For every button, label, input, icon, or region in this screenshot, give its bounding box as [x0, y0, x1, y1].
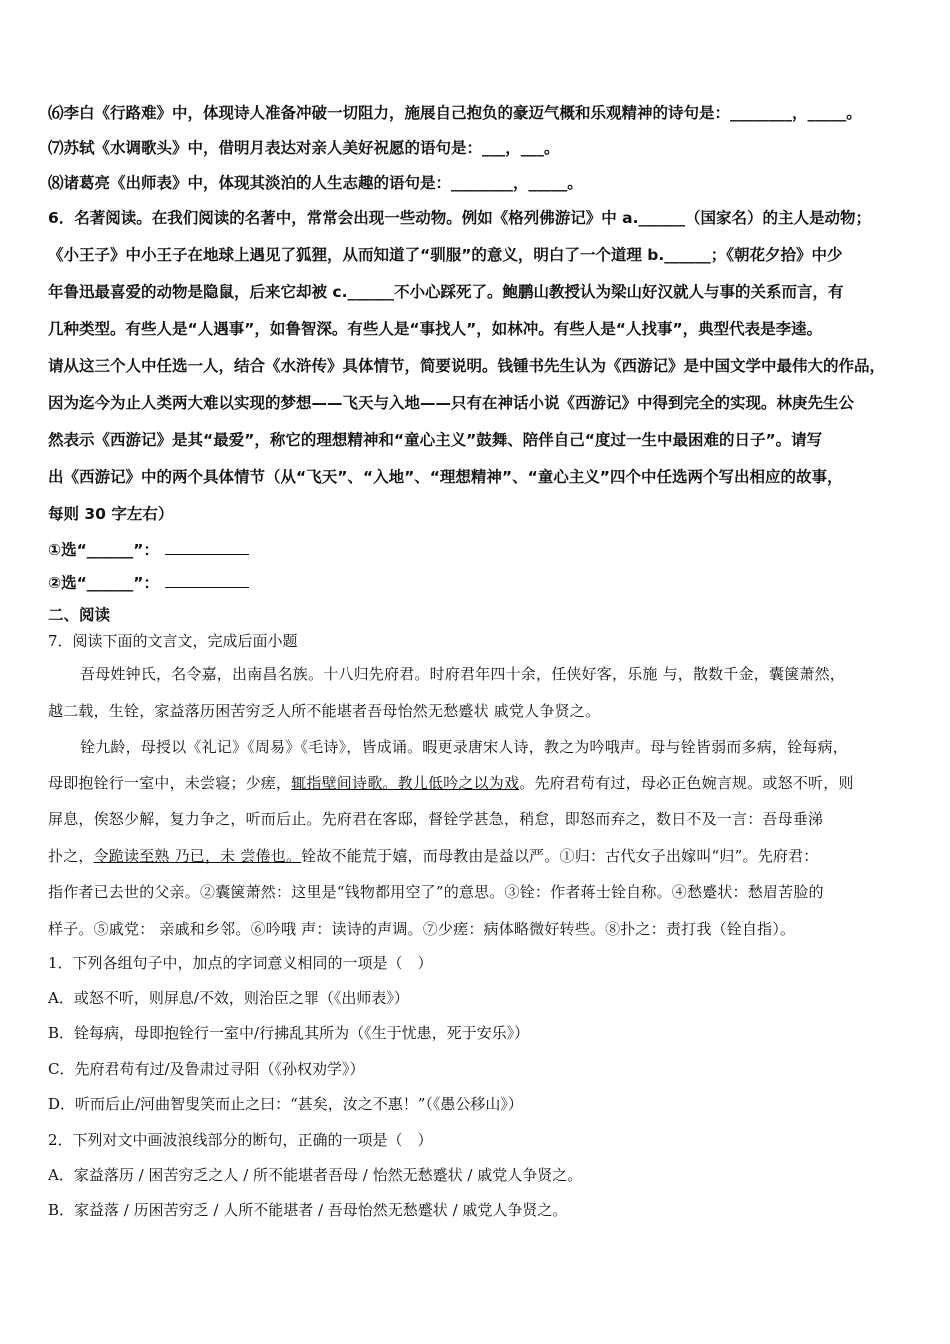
underlined-phrase: 令跪读至熟 乃已，未 尝倦也。 — [93, 847, 302, 865]
question-line: ⑺苏轼《水调歌头》中，借明月表达对亲人美好祝愿的语句是：___，___。 — [48, 139, 560, 157]
passage-text: 母即抱铨行一室中，未尝寝；少瘥， — [48, 774, 292, 792]
question-6-line: 然表示《西游记》是其“最爱”，称它的理想精神和“童心主义”鼓舞、陪伴自己“度过一生中最困难的日子”。请写 — [48, 431, 823, 449]
answer-line-2 — [48, 571, 922, 593]
passage-text: 扑之， — [48, 847, 94, 865]
answer-blank[interactable] — [165, 553, 249, 555]
answer-label: ①选“______”： — [48, 541, 159, 559]
sub-question-1: 1．下列各组句子中，加点的字词意义相同的一项是（ ） — [48, 954, 433, 972]
option-a: A．家益落历 / 困苦穷乏之人 / 所不能堪者吾母 / 怡然无愁蹙状 / 戚党人争贤之。 — [48, 1166, 583, 1184]
passage-line: 吾母姓钟氏，名令嘉，出南昌名族。十八归先府君。时府君年四十余，任侠好客，乐施 与，散数千金，囊箧萧然， — [80, 665, 845, 683]
passage-text: 铨故不能荒于嬉，而母教由是益以严。①归：古代女子出嫁叫“归”。先府君： — [301, 847, 819, 865]
question-7-title: 7．阅读下面的文言文，完成后面小题 — [48, 632, 298, 650]
question-6-line: 年鲁迅最喜爱的动物是隐鼠，后来它却被 c.______不小心踩死了。鲍鹏山教授认为梁山好汉就人与事的关系而言，有 — [48, 283, 844, 301]
footnote-line: 指作者已去世的父亲。②囊箧萧然：这里是“钱物都用空了”的意思。③铨：作者蒋士铨自称。④愁蹙状：愁眉苦脸的 — [48, 883, 824, 901]
option-a: A．或怒不听，则屏息/不效，则治臣之罪（《出师表》） — [48, 989, 409, 1007]
question-line: ⑹李白《行路难》中，体现诗人准备冲破一切阻力，施展自己抱负的豪迈气概和乐观精神的诗句是：________，_____。 — [48, 104, 862, 122]
question-line: ⑻诸葛亮《出师表》中，体现其淡泊的人生志趣的语句是：________，_____。 — [48, 174, 583, 192]
footnote-line: 样子。⑤戚党： 亲戚和乡邻。⑥吟哦 声：读诗的声调。⑦少瘥：病体略微好转些。⑧扑之：责打我（铨自指）。 — [48, 920, 796, 938]
question-6-line: 《小王子》中小王子在地球上遇见了狐狸，从而知道了“驯服”的意义，明白了一个道理 b.______；《朝花夕拾》中少 — [48, 246, 843, 264]
passage-line — [48, 845, 922, 866]
option-d: D．听而后止/河曲智叟笑而止之曰：“甚矣，汝之不惠！”（《愚公移山》） — [48, 1095, 523, 1113]
question-6-line: 请从这三个人中任选一人，结合《水浒传》具体情节，简要说明。钱锺书先生认为《西游记》是中国文学中最伟大的作品， — [48, 357, 886, 375]
question-6-line: 6．名著阅读。在我们阅读的名著中，常常会出现一些动物。例如《格列佛游记》中 a.______（国家名）的主人是动物； — [48, 209, 872, 227]
passage-line: 铨九龄，母授以《礼记》《周易》《毛诗》，皆成诵。暇更录唐宋人诗，教之为吟哦声。母与铨皆弱而多病，铨每病， — [80, 738, 848, 756]
passage-text: 。先府君苟有过，母必正色婉言规。或怒不听，则 — [519, 774, 854, 792]
answer-blank[interactable] — [165, 586, 249, 588]
passage-line — [48, 772, 922, 793]
question-6-line: 每则 30 字左右） — [48, 505, 174, 523]
passage-line: 越二载，生铨，家益落历困苦穷乏人所不能堪者吾母怡然无愁蹙状 戚党人争贤之。 — [48, 702, 601, 720]
option-b: B．铨每病，母即抱铨行一室中/行拂乱其所为（《生于忧患，死于安乐》） — [48, 1024, 530, 1042]
option-c: C．先府君苟有过/及鲁肃过寻阳（《孙权劝学》） — [48, 1060, 365, 1078]
section-heading: 二、阅读 — [48, 606, 111, 624]
question-6-line: 出《西游记》中的两个具体情节（从“飞天”、“入地”、“理想精神”、“童心主义”四个中任选两个写出相应的故事， — [48, 468, 843, 486]
sub-question-2: 2．下列对文中画波浪线部分的断句，正确的一项是（ ） — [48, 1131, 433, 1149]
option-b: B．家益落 / 历困苦穷乏 / 人所不能堪者 / 吾母怡然无愁蹙状 / 戚党人争贤之。 — [48, 1201, 568, 1219]
answer-line-1 — [48, 538, 922, 560]
underlined-phrase: 辄指壁间诗歌。教儿低吟之以为戏 — [291, 774, 520, 792]
question-6-line: 几种类型。有些人是“人遇事”，如鲁智深。有些人是“事找人”，如林冲。有些人是“人找事”，典型代表是李逵。 — [48, 320, 823, 338]
passage-line: 屏息，俟怒少解，复力争之，听而后止。先府君在客邸，督铨学甚急，稍怠，即怒而弃之，数日不及一言：吾母垂涕 — [48, 810, 824, 828]
answer-label: ②选“______”： — [48, 574, 159, 592]
question-6-line: 因为迄今为止人类两大难以实现的梦想——飞天与入地——只有在神话小说《西游记》中得到完全的实现。林庚先生公 — [48, 394, 855, 412]
